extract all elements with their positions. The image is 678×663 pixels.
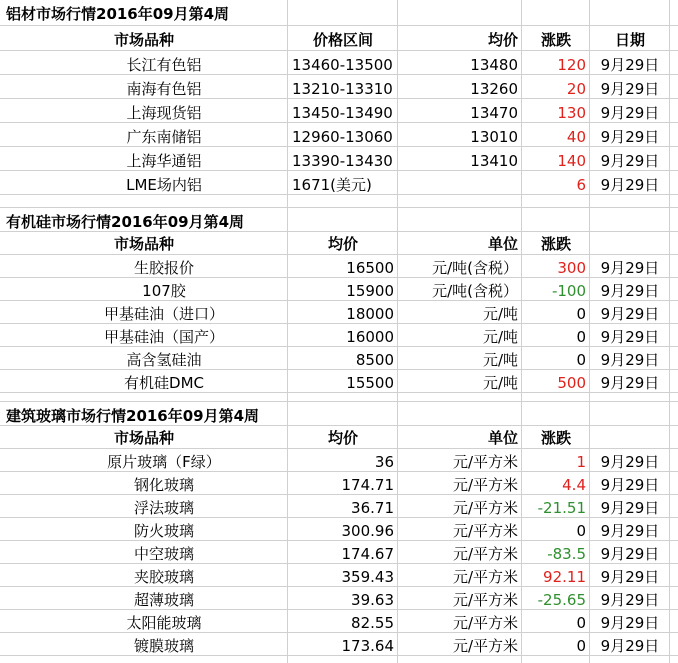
price-change: 130 [557,104,586,122]
variety-name: 上海现货铝 [126,104,202,122]
section-title-row-silicone [0,208,678,232]
date: 9月29日 [600,80,660,98]
average-price: 174.71 [341,476,394,494]
table-row [0,99,678,123]
col-header-unit: 单位 [487,429,518,447]
table-row [0,75,678,99]
variety-name: LME场内铝 [126,176,202,194]
date: 9月29日 [600,152,660,170]
table-row [0,518,678,541]
date: 9月29日 [600,614,660,632]
date: 9月29日 [600,259,660,277]
price-range: 13450-13490 [292,104,393,122]
variety-name: 镀膜玻璃 [133,637,194,655]
table-row [0,51,678,75]
table-row [0,610,678,633]
table-row [0,449,678,472]
table-row [0,147,678,171]
table-row [0,541,678,564]
variety-name: 107胶 [142,282,186,300]
date: 9月29日 [600,282,660,300]
variety-name: 防火玻璃 [133,522,194,540]
date: 9月29日 [600,56,660,74]
table-row [0,633,678,656]
price-range: 13390-13430 [292,152,393,170]
price-change: 0 [576,328,586,346]
average-price: 13480 [470,56,518,74]
table-row [0,278,678,301]
table-row [0,472,678,495]
unit: 元/平方米 [452,591,518,609]
unit: 元/吨(含税） [432,259,518,277]
variety-name: 原片玻璃（F绿） [107,453,221,471]
unit: 元/吨 [482,351,518,369]
unit: 元/平方米 [452,545,518,563]
price-change: 0 [576,522,586,540]
variety-name: 超薄玻璃 [133,591,194,609]
table-row [0,301,678,324]
date: 9月29日 [600,374,660,392]
unit: 元/吨(含税） [432,282,518,300]
price-change: 0 [576,305,586,323]
unit: 元/平方米 [452,476,518,494]
date: 9月29日 [600,591,660,609]
col-header-variety: 市场品种 [113,235,174,253]
date: 9月29日 [600,328,660,346]
price-change: -100 [551,282,586,300]
date: 9月29日 [600,351,660,369]
table-row [0,171,678,195]
price-change: 140 [557,152,586,170]
price-change: 0 [576,614,586,632]
price-change: 0 [576,637,586,655]
unit: 元/平方米 [452,568,518,586]
table-row [0,347,678,370]
date: 9月29日 [600,176,660,194]
table-row [0,324,678,347]
header-row-aluminum [0,26,678,50]
header-row-silicone [0,232,678,254]
date: 9月29日 [600,637,660,655]
price-range: 12960-13060 [292,128,393,146]
variety-name: 浮法玻璃 [133,499,194,517]
price-change: 92.11 [543,568,586,586]
price-change: 6 [576,176,586,194]
date: 9月29日 [600,476,660,494]
col-header-price-range: 价格区间 [312,31,373,49]
variety-name: 南海有色铝 [126,80,202,98]
price-range: 1671(美元) [292,176,372,194]
table-row [0,255,678,278]
price-range: 13210-13310 [292,80,393,98]
price-change: 300 [557,259,586,277]
average-price: 359.43 [341,568,394,586]
average-price: 13260 [470,80,518,98]
price-change: 120 [557,56,586,74]
header-row-glass [0,426,678,448]
date: 9月29日 [600,545,660,563]
price-range: 13460-13500 [292,56,393,74]
average-price: 15500 [346,374,394,392]
col-header-date: 日期 [614,31,645,49]
average-price: 36.71 [351,499,394,517]
unit: 元/平方米 [452,522,518,540]
section-title-row-glass [0,402,678,426]
col-header-variety: 市场品种 [113,429,174,447]
col-header-avg: 均价 [327,429,358,447]
variety-name: 钢化玻璃 [133,476,194,494]
col-header-change: 涨跌 [540,235,571,253]
price-change: -83.5 [547,545,586,563]
unit: 元/平方米 [452,499,518,517]
average-price: 36 [374,453,394,471]
date: 9月29日 [600,305,660,323]
average-price: 173.64 [341,637,394,655]
table-row [0,587,678,610]
variety-name: 甲基硅油（国产） [103,328,224,346]
average-price: 300.96 [341,522,394,540]
col-header-change: 涨跌 [540,429,571,447]
average-price: 18000 [346,305,394,323]
table-row [0,123,678,147]
section-title: 建筑玻璃市场行情2016年09月第4周 [6,407,260,425]
col-header-avg: 均价 [487,31,518,49]
price-change: -25.65 [537,591,586,609]
variety-name: 上海华通铝 [126,152,202,170]
average-price: 13470 [470,104,518,122]
variety-name: 广东南储铝 [126,128,202,146]
price-change: 1 [576,453,586,471]
date: 9月29日 [600,499,660,517]
unit: 元/吨 [482,328,518,346]
average-price [398,171,522,195]
section-title: 铝材市场行情2016年09月第4周 [6,5,230,23]
date: 9月29日 [600,568,660,586]
average-price: 16000 [346,328,394,346]
average-price: 8500 [355,351,394,369]
variety-name: 长江有色铝 [126,56,202,74]
average-price: 13410 [470,152,518,170]
average-price: 39.63 [351,591,394,609]
col-header-variety: 市场品种 [113,31,174,49]
price-change: 40 [566,128,586,146]
price-change: 0 [576,351,586,369]
unit: 元/平方米 [452,453,518,471]
variety-name: 高含氢硅油 [126,351,202,369]
unit: 元/吨 [482,305,518,323]
col-header-change: 涨跌 [540,31,571,49]
col-header-avg: 均价 [327,235,358,253]
variety-name: 生胶报价 [133,259,194,277]
date: 9月29日 [600,104,660,122]
unit: 元/吨 [482,374,518,392]
average-price: 15900 [346,282,394,300]
table-row [0,495,678,518]
table-row [0,564,678,587]
date: 9月29日 [600,128,660,146]
average-price: 13010 [470,128,518,146]
variety-name: 甲基硅油（进口） [103,305,224,323]
date: 9月29日 [600,522,660,540]
section-title-row-aluminum [0,2,678,24]
average-price: 174.67 [341,545,394,563]
variety-name: 中空玻璃 [133,545,194,563]
section-title: 有机硅市场行情2016年09月第4周 [6,213,245,231]
table-row [0,370,678,393]
unit: 元/平方米 [452,614,518,632]
price-change: 500 [557,374,586,392]
price-change: 20 [566,80,586,98]
average-price: 16500 [346,259,394,277]
variety-name: 太阳能玻璃 [126,614,202,632]
unit: 元/平方米 [452,637,518,655]
variety-name: 有机硅DMC [124,374,204,392]
price-change: -21.51 [537,499,586,517]
col-header-unit: 单位 [487,235,518,253]
variety-name: 夹胶玻璃 [133,568,194,586]
average-price: 82.55 [351,614,394,632]
date: 9月29日 [600,453,660,471]
price-change: 4.4 [562,476,586,494]
